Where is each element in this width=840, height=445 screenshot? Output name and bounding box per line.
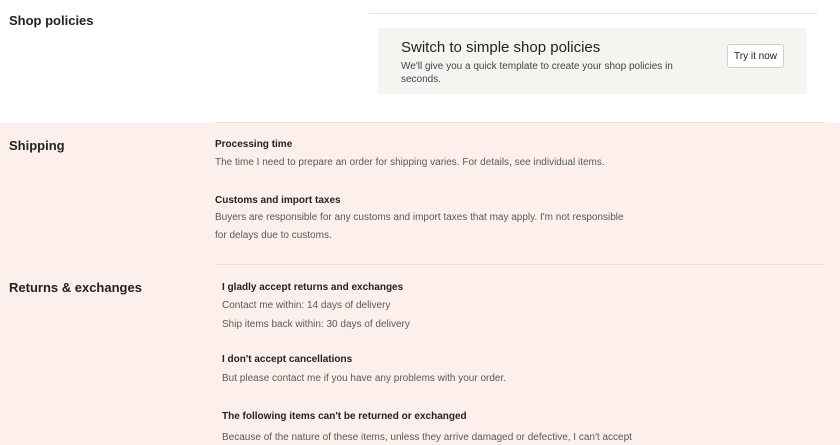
simple-policies-title: Switch to simple shop policies: [401, 39, 601, 56]
section-divider: [215, 264, 825, 265]
return-ship-back-window: Ship items back within: 30 days of delivery: [222, 319, 410, 330]
simple-policies-description: We'll give you a quick template to create your shop policies in seconds.: [401, 61, 673, 85]
accept-returns-title: I gladly accept returns and exchanges: [222, 282, 404, 293]
section-divider: [215, 122, 825, 123]
section-divider: [369, 13, 818, 14]
non-returnable-title: The following items can't be returned or exchanged: [222, 411, 467, 422]
returns-exchanges-title: Returns & exchanges: [9, 280, 142, 295]
processing-time-text: The time I need to prepare an order for shipping varies. For details, see individual items.: [215, 157, 605, 168]
processing-time-title: Processing time: [215, 139, 293, 150]
cancellations-text: But please contact me if you have any problems with your order.: [222, 373, 507, 384]
non-returnable-text: Because of the nature of these items, unless they arrive damaged or defective, I can't accept: [222, 432, 632, 443]
simple-policies-card: [378, 28, 807, 94]
customs-taxes-text: Buyers are responsible for any customs and import taxes that may apply. I'm not responsible for delays due to customs.: [215, 212, 624, 241]
customs-taxes-title: Customs and import taxes: [215, 195, 341, 206]
try-it-now-button[interactable]: Try it now: [727, 44, 784, 68]
shop-policies-title: Shop policies: [9, 13, 94, 28]
return-contact-window: Contact me within: 14 days of delivery: [222, 300, 391, 311]
cancellations-title: I don't accept cancellations: [222, 354, 353, 365]
shipping-title: Shipping: [9, 138, 65, 153]
